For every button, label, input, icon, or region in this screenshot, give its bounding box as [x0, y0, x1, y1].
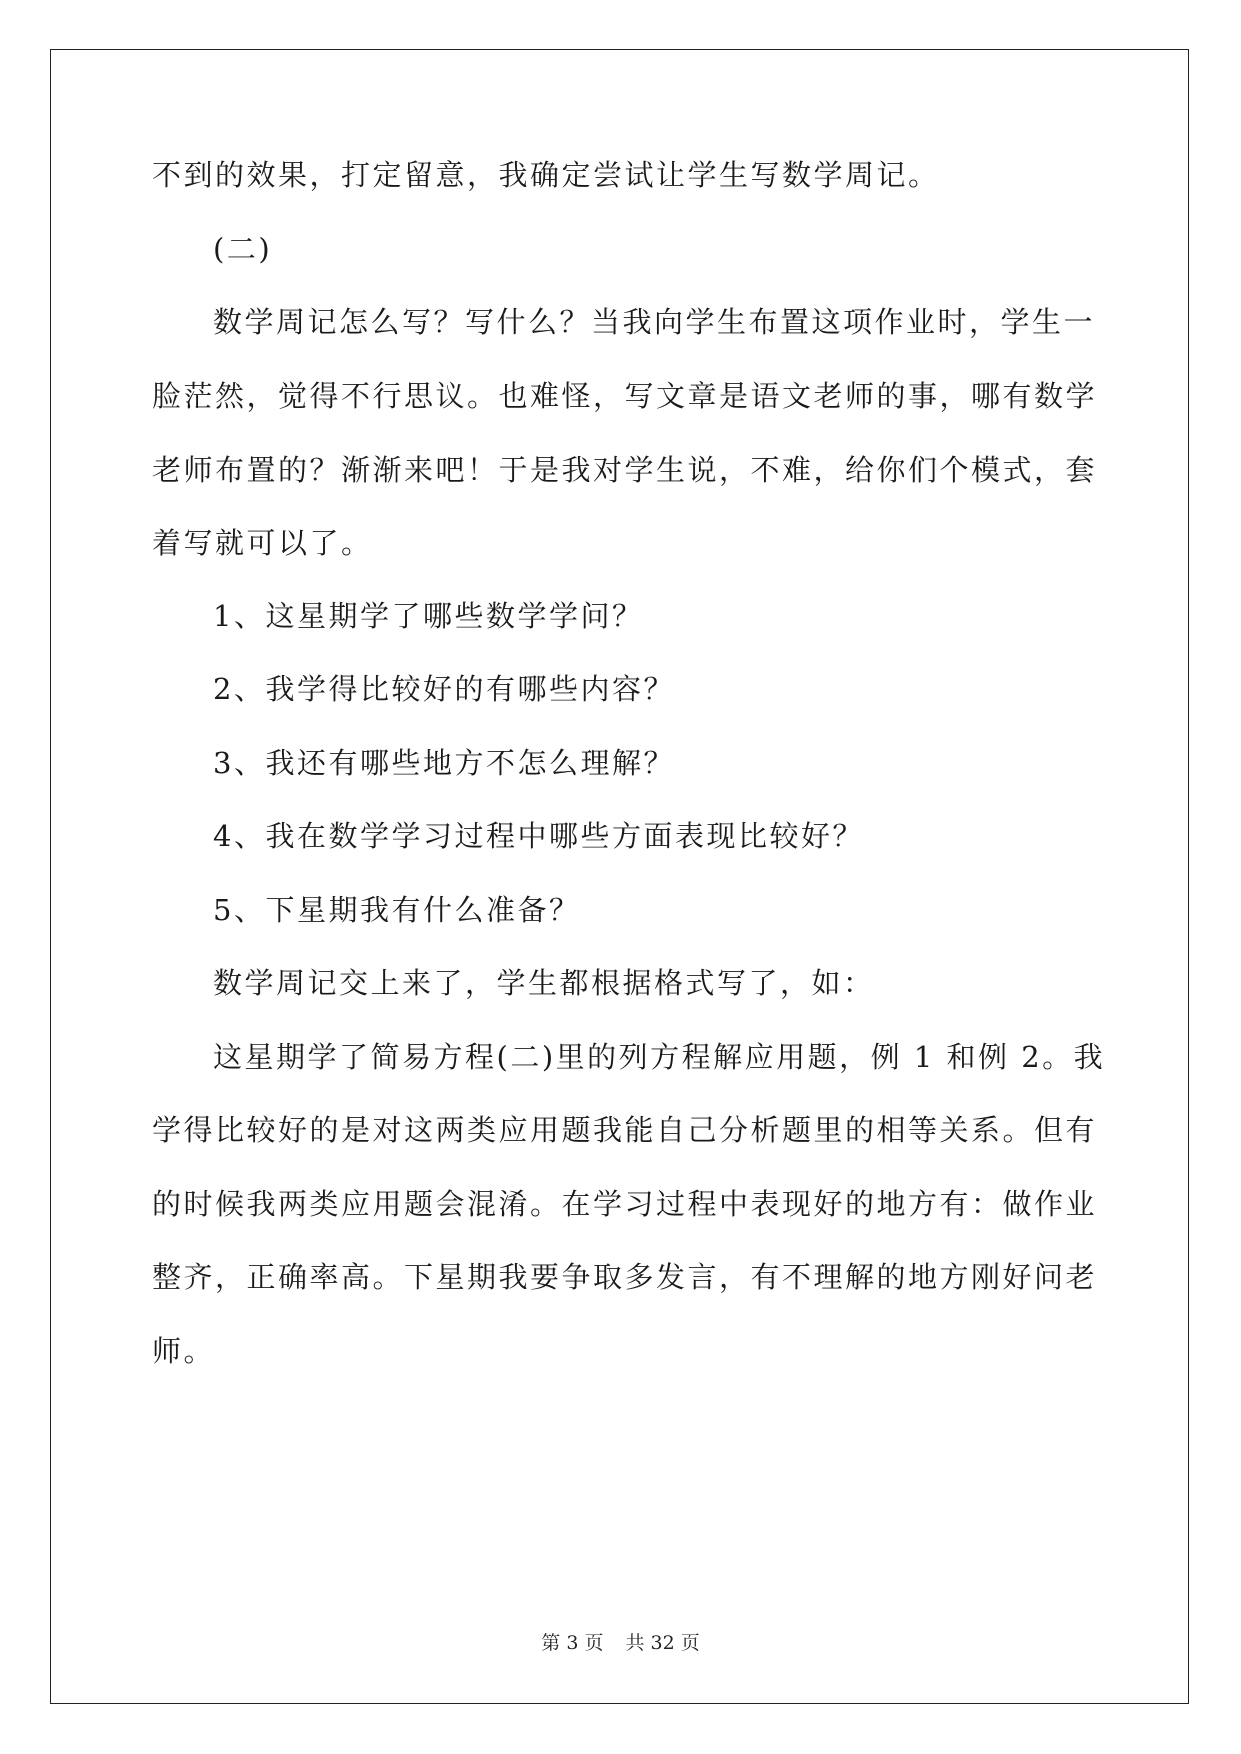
paragraph-line: 脸茫然，觉得不行思议。也难怪，写文章是语文老师的事，哪有数学 [152, 379, 1098, 413]
page-total: 共 32 页 [625, 1632, 700, 1654]
page-border [50, 49, 1189, 1704]
page-number: 第 3 页 [541, 1632, 604, 1654]
list-item: 4、我在数学学习过程中哪些方面表现比较好？ [213, 819, 864, 853]
paragraph-line: 的时候我两类应用题会混淆。在学习过程中表现好的地方有：做作业 [152, 1187, 1098, 1221]
paragraph-line: 这星期学了简易方程(二)里的列方程解应用题，例 1 和例 2。我 [213, 1040, 1106, 1074]
list-item: 1、这星期学了哪些数学学问？ [213, 599, 644, 633]
page-footer [0, 1630, 1241, 1656]
paragraph-line: 数学周记怎么写？写什么？当我向学生布置这项作业时，学生一 [213, 305, 1096, 339]
list-item: 2、我学得比较好的有哪些内容？ [213, 672, 675, 706]
paragraph-line: 着写就可以了。 [152, 526, 373, 560]
paragraph-line: 老师布置的？渐渐来吧！于是我对学生说，不难，给你们个模式，套 [152, 453, 1098, 487]
paragraph-line: 不到的效果，打定留意，我确定尝试让学生写数学周记。 [152, 158, 940, 192]
list-item: 5、下星期我有什么准备？ [213, 893, 581, 927]
paragraph-line: 学得比较好的是对这两类应用题我能自己分析题里的相等关系。但有 [152, 1113, 1098, 1147]
paragraph-line: 数学周记交上来了，学生都根据格式写了，如： [213, 966, 875, 1000]
paragraph-line: 师。 [152, 1334, 216, 1368]
section-heading: (二) [213, 232, 273, 266]
paragraph-line: 整齐，正确率高。下星期我要争取多发言，有不理解的地方刚好问老 [152, 1260, 1098, 1294]
list-item: 3、我还有哪些地方不怎么理解？ [213, 746, 675, 780]
